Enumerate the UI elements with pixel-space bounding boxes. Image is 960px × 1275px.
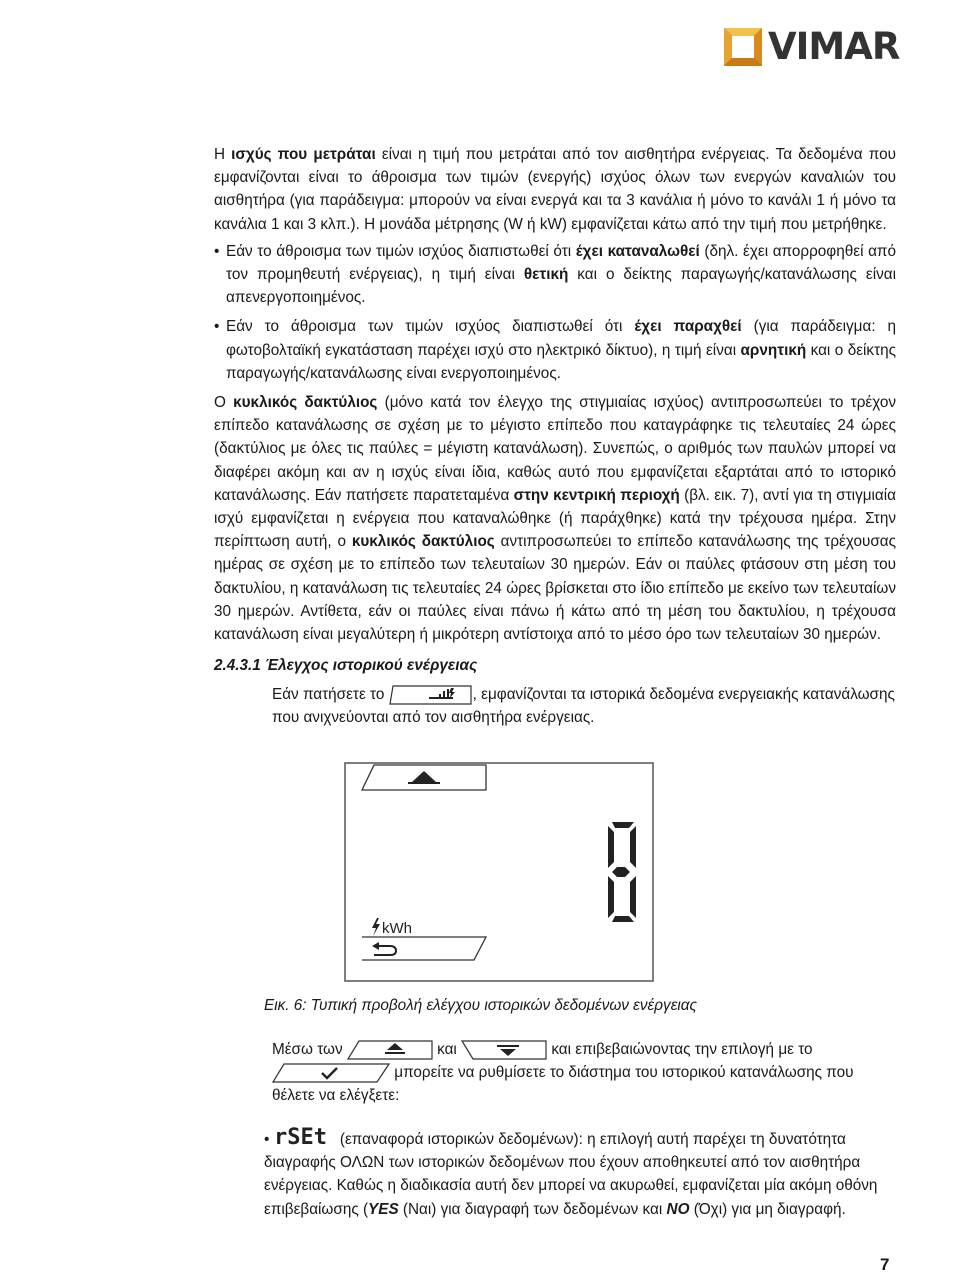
vimar-logo <box>724 25 900 68</box>
bullet-dot: • <box>264 1131 274 1148</box>
vimar-logo-text: VIMAR <box>768 25 900 68</box>
section-body: Εάν πατήσετε το , εμφανίζονται τα ιστορικά δεδομένα ενεργειακής κατανάλωσης που ανιχνεύονται από τον αισθητήρα ενέργειας. <box>272 686 895 727</box>
section-title: 2.4.3.1 Έλεγχος ιστορικού ενέργειας <box>214 657 478 674</box>
reset-paragraph: • rSEt (επαναφορά ιστορικών δεδομένων): η επιλογή αυτή παρέχει τη δυνατότητα διαγραφής ΟΛΩΝ των ιστορικών δεδομένων που έχουν αποθηκευτεί από τον αισθητήρα ενέργειας. Καθώς η διαδικασία αυτή δεν μπορεί να ακυρωθεί, εμφανίζεται μία ακόμη οθόνη επιβεβαίωσης (YES (Ναι) για διαγραφή των δεδομένων και NO (Όχι) για μη διαγραφή. <box>264 1125 878 1218</box>
reset-label <box>274 1124 336 1148</box>
power-paragraph: Η ισχύς που μετράται είναι η τιμή που μετράται από τον αισθητήρα ενέργειας. Τα δεδομένα που εμφανίζονται είναι το άθροισμα των τιμών (ενεργής) ισχύος όλων των ενεργών καναλιών του αισθητήρα (για παράδειγμα: μπορούν να είναι ενεργά και τα 3 κανάλια ή μόνο το κανάλι 1 ή μόνο τα κανάλια 1 και 3 κλπ.). Η μονάδα μέτρησης (W ή kW) εμφανίζεται κάτω από την τιμή που μετρήθηκε. <box>214 146 896 233</box>
intro-text <box>214 143 896 646</box>
unit-label: kWh <box>382 920 412 937</box>
up-button-icon[interactable] <box>347 1040 433 1060</box>
navigation-paragraph: Μέσω των και και επιβεβαιώνοντας την επιλογή με το μπορείτε να ρυθμίσετε το διάστημα του ιστορικού κατανάλωσης που θέλετε να ελέγξετε: <box>272 1041 854 1105</box>
checkmark-button-icon[interactable] <box>272 1063 390 1083</box>
figure-caption: Εικ. 6: Τυπική προβολή ελέγχου ιστορικών δεδομένων ενέργειας <box>264 997 697 1014</box>
energy-history-icon[interactable] <box>389 685 473 705</box>
produced-bullet: • Εάν το άθροισμα των τιμών ισχύος διαπιστωθεί ότι έχει παραχθεί (για παράδειγμα: η φωτοβολταϊκή εγκατάσταση παρέχει ισχύ στο ηλεκτρικό δίκτυο), η τιμή είναι αρνητική και ο δείκτης παραγωγής/κατανάλωσης είναι ενεργοποιημένος. <box>214 315 896 385</box>
ring-paragraph: Ο κυκλικός δακτύλιος (μόνο κατά τον έλεγχο της στιγμιαίας ισχύος) αντιπροσωπεύει το τρέχον επίπεδο κατανάλωσης σε σχέση με το μέγιστο επίπεδο που καταγράφηκε τις τελευταίες 24 ώρες (δακτύλιος με όλες τις παύλες = μέγιστη κατανάλωση). Συνεπώς, ο αριθμός των παυλών μπορεί να διαφέρει ακόμη και αν η ισχύς είναι ίδια, καθώς αυτό που εμφανίζεται εξαρτάται από το ιστορικό κατανάλωσης. Εάν πατήσετε παρατεταμένα στην κεντρική περιοχή (βλ. εικ. 7), αντί για τη στιγμιαία ισχύ εμφανίζεται η ενέργεια που καταναλώθηκε (ή παράχθηκε) κατά την τρέχουσα ημέρα. Στην περίπτωση αυτή, ο κυκλικός δακτύλιος αντιπροσωπεύει το επίπεδο κατανάλωσης της τρέχουσας ημέρας σε σχέση με το επίπεδο των τελευταίων 30 ημερών. Εάν οι παύλες φτάσουν στη μέση του δακτυλίου, η κατανάλωση τις τελευταίες 24 ώρες βρίσκεται στο ίδιο επίπεδο με εκείνο των τελευταίων 30 ημερών. Αντίθετα, εάν οι παύλες είναι πάνω ή κάτω από τη μέση του δακτυλίου, η τρέχουσα κατανάλωση είναι μεγαλύτερη ή μικρότερη αντίστοιχα από το μέσο όρο των τελευταίων 30 ημερών. <box>214 394 897 644</box>
down-button-icon[interactable] <box>461 1040 547 1060</box>
vimar-logo-icon <box>724 28 762 66</box>
energy-history-display <box>344 762 654 982</box>
consumed-bullet: • Εάν το άθροισμα των τιμών ισχύος διαπιστωθεί ότι έχει καταναλωθεί (δηλ. έχει απορροφηθεί από τον προμηθευτή ενέργειας), η τιμή είναι θετική και ο δείκτης παραγωγής/κατανάλωσης είναι απενεργοποιημένος. <box>214 240 896 310</box>
svg-text:rSEt: rSEt <box>273 1125 327 1148</box>
page-number: 7 <box>880 1255 890 1274</box>
